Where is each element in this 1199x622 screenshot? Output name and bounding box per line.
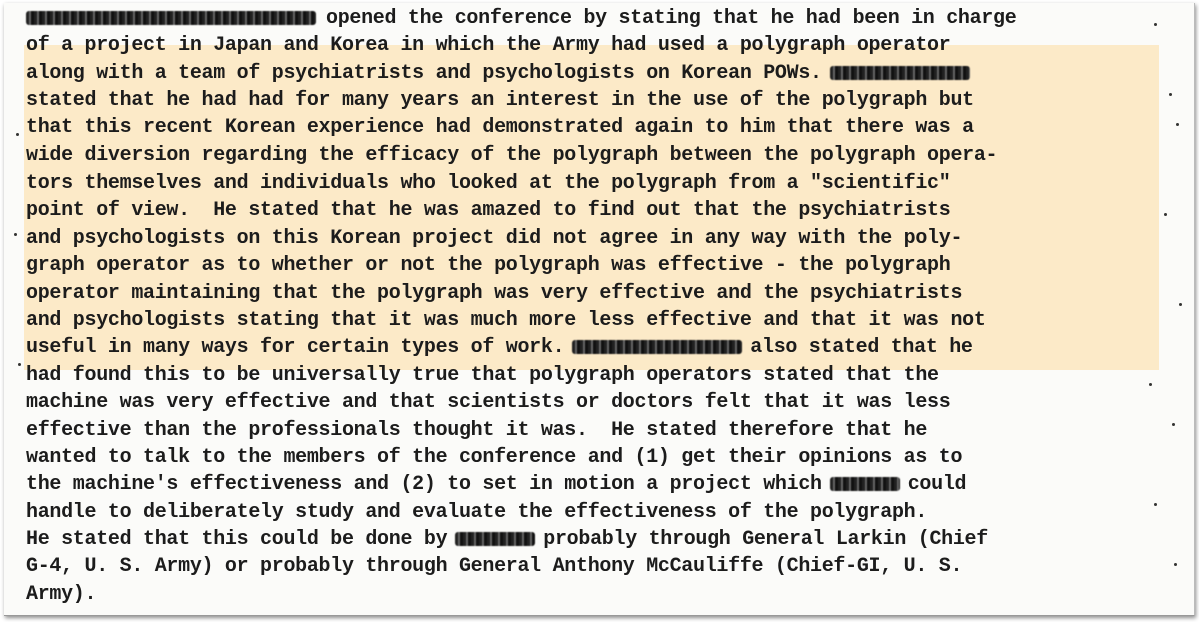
redaction-mark [830, 477, 900, 491]
text-line [26, 336, 973, 360]
redaction-mark [830, 66, 970, 80]
text-line [26, 446, 962, 470]
text-line-segment: also stated that he [750, 336, 973, 359]
text-line [26, 199, 950, 223]
text-line [26, 282, 962, 306]
document-page [4, 3, 1195, 616]
text-line-segment: probably through General Larkin (Chief [543, 528, 988, 551]
text-line-segment: of a project in Japan and Korea in which the Army had used a polygraph operator [26, 34, 951, 57]
text-line-segment: opened the conference by stating that he had been in charge [326, 7, 1017, 30]
text-line-segment: graph operator as to whether or not the polygraph was effective - the polygraph [26, 254, 951, 277]
text-line-segment: G-4, U. S. Army) or probably through General Anthony McCauliffe (Chief-GI, U. S. [26, 555, 963, 578]
text-line [26, 419, 927, 443]
redaction-mark [455, 532, 535, 546]
text-line-segment: stated that he had had for many years an interest in the use of the polygraph but [26, 89, 974, 112]
text-line-segment: effective than the professionals thought it was. He stated therefore that he [26, 419, 928, 442]
text-line [26, 89, 974, 113]
text-line [26, 364, 939, 388]
text-line-segment: tors themselves and individuals who looked at the polygraph from a "scientific" [26, 172, 951, 195]
text-line [26, 309, 986, 333]
text-line [26, 172, 950, 196]
text-line-segment: along with a team of psychiatrists and psychologists on Korean POWs. [26, 62, 822, 85]
text-line-segment: handle to deliberately study and evaluate the effectiveness of the polygraph. [26, 501, 928, 524]
text-line [26, 473, 966, 497]
text-line-segment: could [907, 473, 967, 496]
text-line [26, 555, 962, 579]
document-text [4, 3, 1194, 615]
text-line-segment: machine was very effective and that scientists or doctors felt that it was less [26, 391, 951, 414]
text-line [26, 34, 950, 58]
text-line [26, 254, 950, 278]
text-line [26, 62, 978, 86]
text-line-segment: had found this to be universally true that polygraph operators stated that the [26, 364, 939, 387]
text-line [26, 116, 974, 140]
text-line [26, 583, 96, 607]
text-line [26, 391, 950, 415]
text-line-segment: and psychologists on this Korean project did not agree in any way with the poly- [26, 227, 963, 250]
text-line-segment: useful in many ways for certain types of work. [26, 336, 565, 359]
text-line-segment: that this recent Korean experience had demonstrated again to him that there was a [26, 116, 974, 139]
text-line-segment: wanted to talk to the members of the conference and (1) get their opinions as to [26, 446, 963, 469]
text-line-segment: point of view. He stated that he was amazed to find out that the psychiatrists [26, 199, 951, 222]
text-line [26, 528, 988, 552]
text-line-segment: and psychologists stating that it was much more less effective and that it was not [26, 309, 986, 332]
text-line [26, 501, 927, 525]
text-line-segment: operator maintaining that the polygraph was very effective and the psychiatrists [26, 282, 963, 305]
text-line [26, 227, 962, 251]
text-line-segment: the machine's effectiveness and (2) to set in motion a project which [26, 473, 822, 496]
text-line-segment: wide diversion regarding the efficacy of the polygraph between the polygraph opera- [26, 144, 998, 167]
text-line-segment: Army). [26, 583, 97, 606]
text-line [26, 144, 997, 168]
redaction-mark [26, 11, 316, 25]
redaction-mark [572, 340, 742, 354]
text-line-segment: He stated that this could be done by [26, 528, 448, 551]
text-line [26, 7, 1016, 31]
